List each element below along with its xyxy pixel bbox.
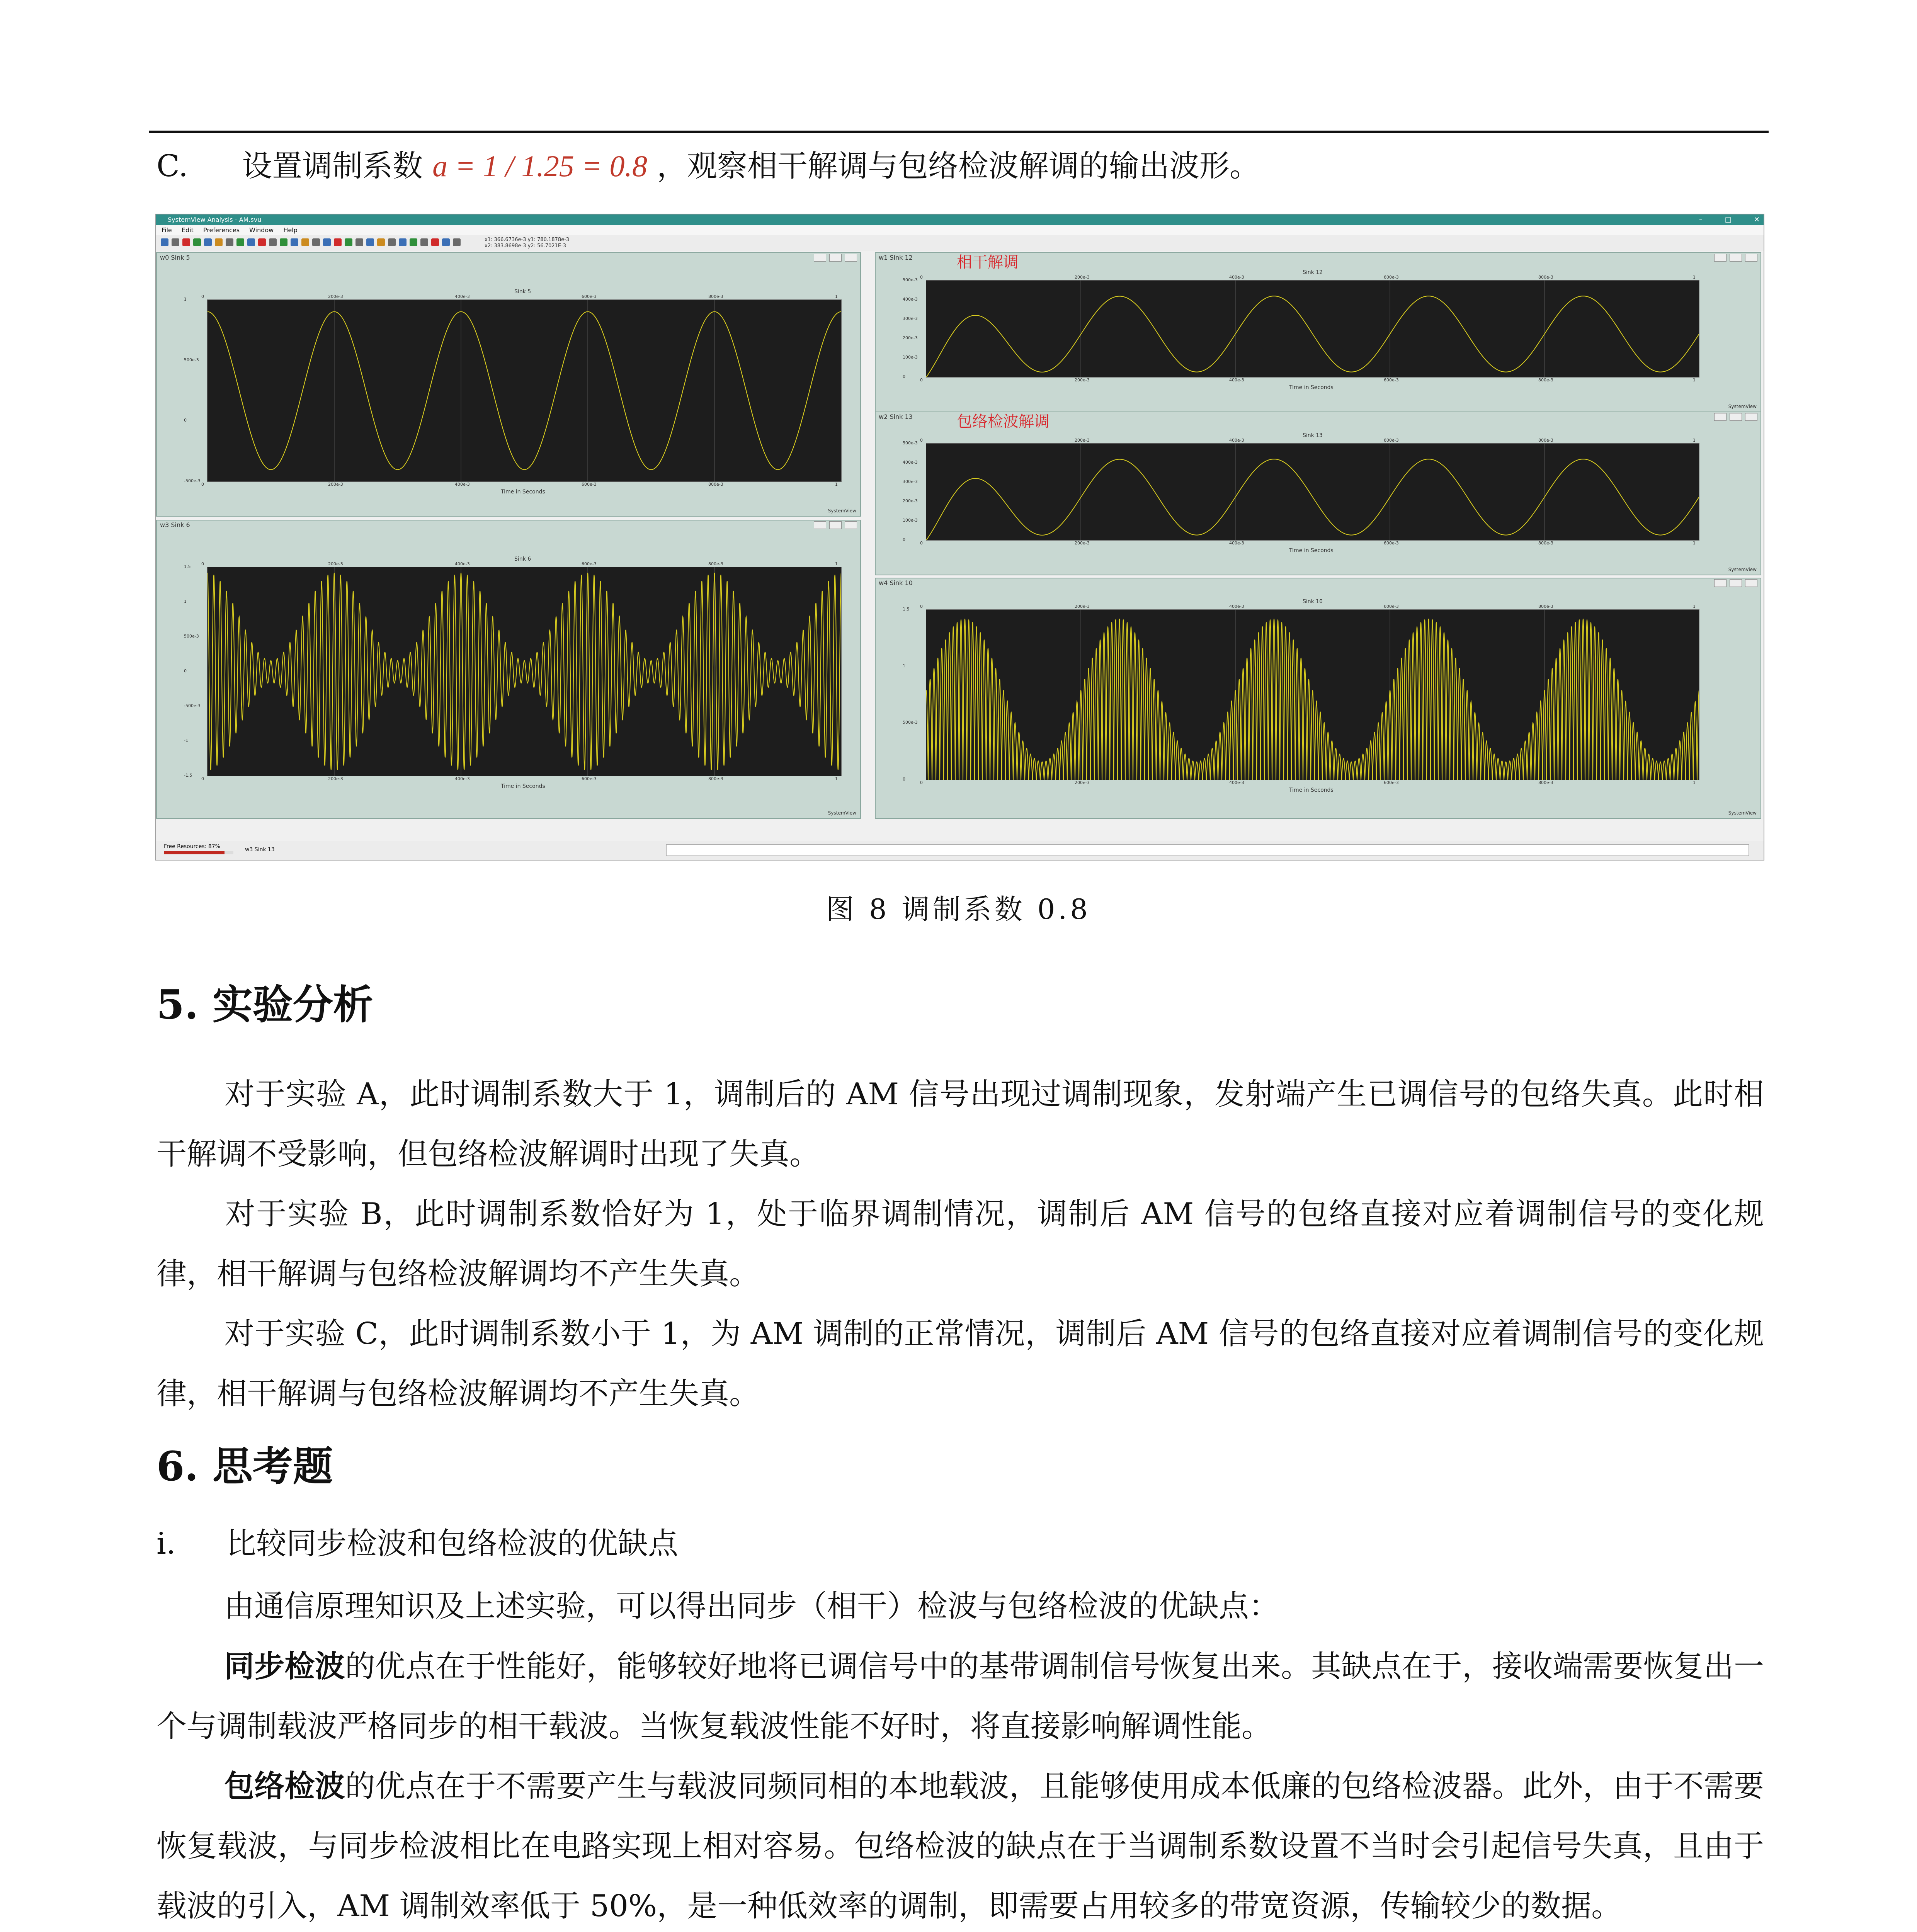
window-caption: w3 Sink 6 — [160, 521, 190, 529]
toolbar-tool-icon[interactable] — [226, 238, 233, 246]
brand-label: SystemView — [1728, 567, 1757, 572]
x-tick-label: 600e-3 — [1384, 275, 1399, 280]
x-tick-label: 800e-3 — [708, 561, 723, 566]
x-tick-label: 0 — [920, 541, 923, 546]
section-5-p2: 对于实验 B，此时调制系数恰好为 1，处于临界调制情况，调制后 AM 信号的包络直接对应着调制信号的变化规律，相干解调与包络检波解调均不产生失真。 — [156, 1197, 1764, 1291]
x-axis-label: Time in Seconds — [501, 783, 545, 789]
question-1: i. 比较同步检波和包络检波的优缺点 — [156, 1526, 679, 1561]
x-tick-label: 1 — [835, 776, 838, 781]
minimize-icon[interactable] — [814, 521, 826, 529]
readout-line-1: x1: 366.6736e-3 y1: 780.1878e-3 — [485, 237, 570, 243]
menu-help[interactable]: Help — [283, 226, 298, 234]
y-tick-label: 300e-3 — [903, 316, 918, 321]
x-tick-label: 0 — [201, 294, 204, 299]
x-tick-label: 200e-3 — [1075, 604, 1090, 609]
window-buttons — [1714, 254, 1757, 262]
section-c-text: 设置调制系数 — [242, 149, 423, 184]
x-tick-label: 800e-3 — [1538, 378, 1553, 383]
y-tick-label: 1.5 — [903, 607, 910, 612]
maximize-icon[interactable] — [1730, 254, 1742, 262]
envelope-term: 包络检波 — [224, 1769, 345, 1804]
x-tick-label: 600e-3 — [582, 482, 597, 487]
toolbar-tool-icon[interactable] — [247, 238, 255, 246]
waveform-svg — [926, 444, 1699, 540]
plot-title: Sink 6 — [514, 556, 531, 562]
toolbar-tool-icon[interactable] — [312, 238, 320, 246]
y-tick-label: 100e-3 — [903, 355, 918, 360]
y-tick-label: -500e-3 — [184, 478, 201, 483]
close-icon[interactable] — [845, 521, 857, 529]
x-tick-label: 200e-3 — [328, 294, 343, 299]
free-resources-bar — [164, 851, 233, 854]
x-axis-label: Time in Seconds — [1289, 548, 1334, 554]
menu-file[interactable]: File — [162, 226, 172, 234]
toolbar-tool-icon[interactable] — [182, 238, 190, 246]
close-icon[interactable] — [845, 254, 857, 262]
app-title: SystemView Analysis - AM.svu — [168, 216, 262, 223]
menu-bar — [156, 225, 1764, 235]
window-buttons — [814, 254, 857, 262]
y-tick-label: 300e-3 — [903, 479, 918, 484]
window-caption: w1 Sink 12 — [879, 254, 913, 261]
x-tick-label: 0 — [920, 275, 923, 280]
brand-label: SystemView — [1728, 404, 1757, 409]
x-tick-label: 800e-3 — [1538, 780, 1553, 785]
plot-area[interactable] — [926, 280, 1699, 378]
window-caption: w0 Sink 5 — [160, 254, 190, 261]
sink-window[interactable] — [875, 252, 1761, 412]
toolbar-tool-icon[interactable] — [280, 238, 287, 246]
x-tick-label: 200e-3 — [328, 482, 343, 487]
y-tick-label: 400e-3 — [903, 460, 918, 465]
sink-window[interactable] — [156, 520, 861, 819]
toolbar-tool-icon[interactable] — [356, 238, 363, 246]
toolbar-tool-icon[interactable] — [258, 238, 266, 246]
y-tick-label: -1.5 — [184, 773, 192, 778]
x-tick-label: 400e-3 — [455, 776, 470, 781]
systemview-screenshot — [155, 214, 1764, 861]
waveform-trace — [926, 296, 1699, 377]
x-tick-label: 0 — [201, 776, 204, 781]
figure-caption: 图 8 调制系数 0.8 — [826, 893, 1091, 925]
y-tick-label: 500e-3 — [903, 440, 918, 446]
toolbar-tool-icon[interactable] — [172, 238, 179, 246]
x-tick-label: 600e-3 — [582, 294, 597, 299]
sink-window[interactable] — [156, 252, 861, 517]
window-caption: w2 Sink 13 — [879, 413, 913, 420]
window-buttons — [814, 521, 857, 529]
y-tick-label: -1 — [184, 738, 188, 743]
header-rule — [149, 131, 1769, 133]
brand-label: SystemView — [1728, 810, 1757, 816]
app-title-bar — [156, 214, 1764, 225]
y-tick-label: 1 — [184, 297, 187, 302]
x-tick-label: 200e-3 — [1075, 780, 1090, 785]
maximize-icon[interactable] — [829, 254, 842, 262]
menu-preferences[interactable]: Preferences — [203, 226, 240, 234]
question-1-envelope: 包络检波的优点在于不需要产生与载波同频同相的本地载波，且能够使用成本低廉的包络检波器。此外，由于不需要恢复载波，与同步检波相比在电路实现上相对容易。包络检波的缺点在于当调制系数设置不当时会引起信号失真，且由于载波的引入，AM 调制效率低于 50%，是一种低效率的调制，即需要占用较多的带宽资源，传输较少的数据。 — [156, 1769, 1764, 1923]
x-tick-label: 400e-3 — [1229, 780, 1244, 785]
minimize-icon[interactable]: – — [1699, 216, 1703, 224]
x-tick-label: 1 — [1693, 275, 1696, 280]
toolbar-tool-icon[interactable] — [334, 238, 342, 246]
menu-edit[interactable]: Edit — [181, 226, 194, 234]
x-tick-label: 400e-3 — [1229, 438, 1244, 443]
x-tick-label: 600e-3 — [1384, 780, 1399, 785]
toolbar-tool-icon[interactable] — [345, 238, 352, 246]
plot-area[interactable] — [207, 299, 842, 482]
y-tick-label: 100e-3 — [903, 518, 918, 523]
section-c-label: C. — [156, 149, 188, 184]
x-tick-label: 1 — [835, 561, 838, 566]
y-tick-label: 1.5 — [184, 564, 191, 569]
x-tick-label: 200e-3 — [328, 561, 343, 566]
close-icon[interactable] — [1745, 413, 1757, 421]
section-5-heading: 5. 实验分析 — [156, 981, 373, 1028]
y-tick-label: 0 — [184, 668, 187, 673]
maximize-icon[interactable] — [1730, 579, 1742, 587]
x-axis-label: Time in Seconds — [1289, 787, 1334, 793]
x-tick-label: 1 — [1693, 780, 1696, 785]
window-controls — [1687, 214, 1760, 225]
waveform-svg — [208, 567, 841, 776]
x-tick-label: 800e-3 — [708, 294, 723, 299]
x-axis-label: Time in Seconds — [501, 489, 545, 495]
menu-window[interactable]: Window — [249, 226, 274, 234]
x-tick-label: 1 — [1693, 604, 1696, 609]
question-1-sync: 同步检波的优点在于性能好，能够较好地将已调信号中的基带调制信号恢复出来。其缺点在于，接收端需要恢复出一个与调制载波严格同步的相干载波。当恢复载波性能不好时，将直接影响解调性能。 — [156, 1649, 1764, 1744]
x-tick-label: 0 — [920, 604, 923, 609]
x-tick-label: 400e-3 — [455, 482, 470, 487]
toolbar-tool-icon[interactable] — [323, 238, 331, 246]
x-tick-label: 200e-3 — [1075, 438, 1090, 443]
x-tick-label: 400e-3 — [1229, 604, 1244, 609]
minimize-icon[interactable] — [1714, 579, 1726, 587]
y-tick-label: 400e-3 — [903, 297, 918, 302]
y-tick-label: 500e-3 — [184, 634, 199, 639]
toolbar-tool-icon[interactable] — [269, 238, 277, 246]
plot-title: Sink 10 — [1303, 599, 1323, 605]
x-axis-label: Time in Seconds — [1289, 384, 1334, 391]
question-1-intro: 由通信原理知识及上述实验，可以得出同步（相干）检波与包络检波的优缺点： — [224, 1589, 1279, 1624]
x-tick-label: 1 — [1693, 541, 1696, 546]
plot-area[interactable] — [207, 567, 842, 776]
toolbar-tool-icon[interactable] — [377, 238, 385, 246]
readout-line-2: x2: 383.8698e-3 y2: 56.7021E-3 — [485, 243, 566, 249]
modulation-formula: a = 1 / 1.25 = 0.8 — [432, 149, 648, 183]
x-tick-label: 0 — [201, 561, 204, 566]
x-tick-label: 400e-3 — [1229, 275, 1244, 280]
sync-term: 同步检波 — [224, 1649, 345, 1684]
x-tick-label: 800e-3 — [708, 482, 723, 487]
x-tick-label: 400e-3 — [1229, 541, 1244, 546]
toolbar-tool-icon[interactable] — [410, 238, 417, 246]
plot-title: Sink 13 — [1303, 432, 1323, 439]
y-tick-label: 0 — [903, 374, 905, 379]
y-tick-label: 500e-3 — [903, 720, 918, 725]
y-tick-label: -500e-3 — [184, 703, 201, 708]
close-icon[interactable] — [1745, 579, 1757, 587]
window-annotation: 包络检波解调 — [957, 413, 1050, 430]
toolbar-tool-icon[interactable] — [453, 238, 461, 246]
toolbar-tool-icon[interactable] — [399, 238, 407, 246]
toolbar-tool-icon[interactable] — [193, 238, 201, 246]
plot-area[interactable] — [926, 443, 1699, 541]
y-tick-label: 0 — [184, 418, 187, 423]
window-buttons — [1714, 579, 1757, 587]
x-tick-label: 200e-3 — [1075, 275, 1090, 280]
close-icon[interactable] — [1745, 254, 1757, 262]
section-5-p1: 对于实验 A，此时调制系数大于 1，调制后的 AM 信号出现过调制现象，发射端产生已调信号的包络失真。此时相干解调不受影响，但包络检波解调时出现了失真。 — [156, 1077, 1764, 1172]
x-tick-label: 200e-3 — [328, 776, 343, 781]
waveform-svg — [926, 610, 1699, 780]
toolbar-tool-icon[interactable] — [366, 238, 374, 246]
toolbar-tool-icon[interactable] — [431, 238, 439, 246]
toolbar-tool-icon[interactable] — [215, 238, 223, 246]
x-tick-label: 600e-3 — [1384, 438, 1399, 443]
sink-window[interactable] — [875, 412, 1761, 575]
free-resources: Free Resources: 87% — [164, 844, 220, 850]
x-tick-label: 800e-3 — [1538, 438, 1553, 443]
toolbar — [156, 235, 1764, 251]
waveform-trace — [926, 619, 1699, 780]
x-tick-label: 400e-3 — [1229, 378, 1244, 383]
toolbar-tool-icon[interactable] — [442, 238, 450, 246]
x-tick-label: 800e-3 — [708, 776, 723, 781]
brand-label: SystemView — [828, 810, 856, 816]
close-icon[interactable]: ✕ — [1754, 216, 1760, 224]
x-tick-label: 1 — [1693, 438, 1696, 443]
status-message-box — [666, 844, 1749, 856]
x-tick-label: 800e-3 — [1538, 604, 1553, 609]
toolbar-tool-icon[interactable] — [388, 238, 396, 246]
y-tick-label: 1 — [184, 599, 187, 604]
minimize-icon[interactable] — [1714, 413, 1726, 421]
sink-window[interactable] — [875, 578, 1761, 819]
waveform-trace — [208, 312, 841, 470]
plot-title: Sink 12 — [1303, 269, 1323, 276]
minimize-icon[interactable] — [1714, 254, 1726, 262]
x-tick-label: 0 — [201, 482, 204, 487]
y-tick-label: 0 — [903, 777, 905, 782]
minimize-icon[interactable] — [814, 254, 826, 262]
waveform-svg — [926, 281, 1699, 377]
toolbar-tool-icon[interactable] — [301, 238, 309, 246]
y-tick-label: 200e-3 — [903, 498, 918, 503]
brand-label: SystemView — [828, 508, 856, 514]
plot-title: Sink 5 — [514, 289, 531, 295]
y-tick-label: 1 — [903, 663, 905, 668]
window-buttons — [1714, 413, 1757, 421]
x-tick-label: 600e-3 — [1384, 604, 1399, 609]
toolbar-tool-icon[interactable] — [204, 238, 212, 246]
x-tick-label: 800e-3 — [1538, 541, 1553, 546]
toolbar-tool-icon[interactable] — [236, 238, 244, 246]
x-tick-label: 600e-3 — [582, 561, 597, 566]
x-tick-label: 800e-3 — [1538, 275, 1553, 280]
x-tick-label: 600e-3 — [1384, 378, 1399, 383]
x-tick-label: 0 — [920, 438, 923, 443]
maximize-icon[interactable] — [829, 521, 842, 529]
waveform-svg — [208, 300, 841, 481]
y-tick-label: 0 — [903, 537, 905, 542]
plot-area[interactable] — [926, 609, 1699, 780]
x-tick-label: 0 — [920, 780, 923, 785]
waveform-trace — [208, 573, 841, 770]
x-tick-label: 1 — [1693, 378, 1696, 383]
section-c-line — [156, 151, 1260, 182]
toolbar-tool-icon[interactable] — [420, 238, 428, 246]
waveform-trace — [926, 459, 1699, 540]
x-tick-label: 200e-3 — [1075, 378, 1090, 383]
x-tick-label: 600e-3 — [582, 776, 597, 781]
toolbar-tool-icon[interactable] — [291, 238, 298, 246]
x-tick-label: 400e-3 — [455, 561, 470, 566]
y-tick-label: 500e-3 — [903, 277, 918, 282]
cursor-readout — [485, 237, 569, 249]
x-tick-label: 600e-3 — [1384, 541, 1399, 546]
x-tick-label: 200e-3 — [1075, 541, 1090, 546]
window-annotation: 相干解调 — [957, 253, 1019, 271]
maximize-icon[interactable]: □ — [1725, 216, 1732, 224]
x-tick-label: 1 — [835, 294, 838, 299]
section-6-heading: 6. 思考题 — [156, 1442, 333, 1490]
y-tick-label: 200e-3 — [903, 335, 918, 340]
section-c-text-after: ，观察相干解调与包络检波解调的输出波形。 — [657, 149, 1260, 184]
x-tick-label: 0 — [920, 378, 923, 383]
section-5-p3: 对于实验 C，此时调制系数小于 1，为 AM 调制的正常情况，调制后 AM 信号的包络直接对应着调制信号的变化规律，相干解调与包络检波解调均不产生失真。 — [156, 1316, 1764, 1411]
toolbar-tool-icon[interactable] — [161, 238, 168, 246]
maximize-icon[interactable] — [1730, 413, 1742, 421]
x-tick-label: 1 — [835, 482, 838, 487]
status-bar — [156, 841, 1764, 860]
x-tick-label: 400e-3 — [455, 294, 470, 299]
window-caption: w4 Sink 10 — [879, 579, 913, 587]
y-tick-label: 500e-3 — [184, 357, 199, 362]
status-sink: w3 Sink 13 — [245, 847, 275, 853]
